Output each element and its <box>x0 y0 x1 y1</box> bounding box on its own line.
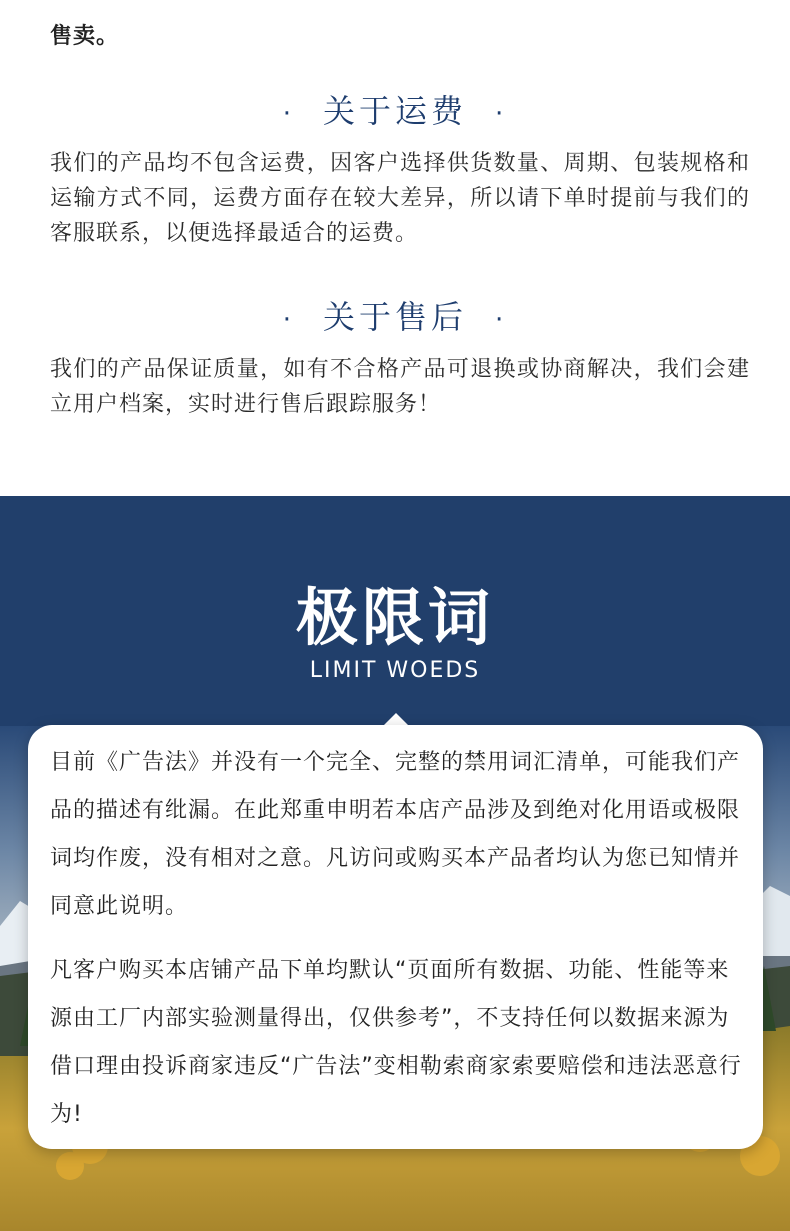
disclaimer-paragraph-2: 凡客户购买本店铺产品下单均默认“页面所有数据、功能、性能等来源由工厂内部实验测量得出，仅供参考”，不支持任何以数据来源为借口理由投诉商家违反“广告法”变相勒索商家索要赔偿和违法恶意行为! <box>50 958 742 1127</box>
banner-title: 极限词 <box>295 581 494 654</box>
bullet-dot: · <box>282 99 295 129</box>
previous-section-tail <box>50 0 750 54</box>
bullet-dot: · <box>495 305 508 335</box>
disclaimer-card <box>28 725 763 1149</box>
limit-words-banner <box>0 496 790 1231</box>
cutoff-line <box>50 0 750 20</box>
aftersale-body: 我们的产品保证质量，如有不合格产品可退换或协商解决，我们会建立用户档案，实时进行售后跟踪服务！ <box>50 357 750 417</box>
shipping-heading <box>0 86 790 132</box>
cutoff-text: 售卖。 <box>50 24 120 49</box>
banner-subtitle: LIMIT WOEDS <box>309 658 481 683</box>
aftersale-title: 关于售后 <box>322 298 467 336</box>
shipping-title: 关于运费 <box>322 92 467 130</box>
aftersale-heading <box>0 292 790 338</box>
disclaimer-paragraph-1: 目前《广告法》并没有一个完全、完整的禁用词汇清单，可能我们产品的描述有纰漏。在此郑重申明若本店产品涉及到绝对化用语或极限词均作废，没有相对之意。凡访问或购买本产品者均认为您已知情并同意此说明。 <box>50 750 741 919</box>
bullet-dot: · <box>495 99 508 129</box>
shipping-body: 我们的产品均不包含运费，因客户选择供货数量、周期、包装规格和运输方式不同，运费方面存在较大差异，所以请下单时提前与我们的客服联系，以便选择最适合的运费。 <box>50 151 750 246</box>
bullet-dot: · <box>282 305 295 335</box>
